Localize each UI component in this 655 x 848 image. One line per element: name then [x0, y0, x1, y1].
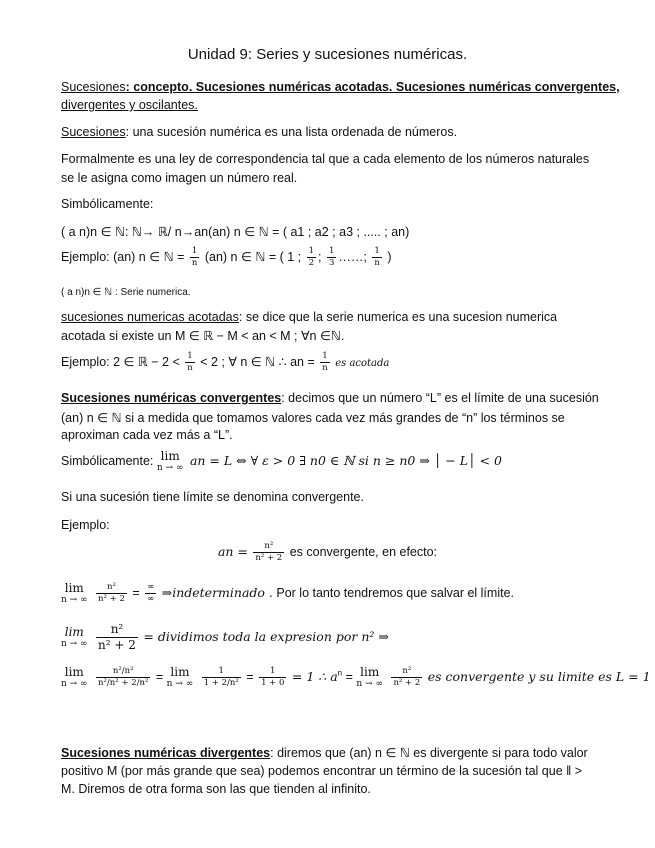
step-1-text: Por lo tanto tendremos que salvar el límite. — [276, 585, 514, 600]
example-2-suffix: es acotada — [335, 357, 390, 369]
limit-definition: an = L ⇔ ∀ ε > 0 ∃ n0 ∈ ℕ si n ≥ n0 ⇒ │ − L│ < 0 — [189, 452, 502, 468]
step-2-text: = dividimos toda la expresion por n² ⇒ — [143, 628, 389, 644]
step-1-fraction: $\frac{\text{n²}}{\text{n² + 2}}$ — [98, 582, 125, 604]
infinity-fraction: $\frac{\infty}{\infty}$ — [147, 582, 155, 604]
serie-note: ( a n)n ∈ ℕ : Serie numerica. — [61, 287, 191, 298]
step-2-fraction: $\frac{\text{n²}}{\text{n² + 2}}$ — [98, 622, 136, 652]
fraction-1-over-n-c: $\frac{1}{n}$ — [322, 351, 328, 373]
step-3-fraction-c: $\frac{1}{1 + 0}$ — [261, 666, 285, 688]
example-1: Ejemplo: (an) n ∈ ℕ = $\frac{1}{n}$ (an) n ∈ ℕ = ( 1 ; $\frac{1}{2}$ ; $\frac{1}{3}$ ……; $\frac{1}{n}$ ) — [61, 246, 392, 268]
definition-text: : una sucesión numérica es una lista ordenada de números. — [125, 125, 458, 139]
limit-operator-3: lim n → ∞ — [61, 665, 88, 689]
fraction-n2-over-n2-plus-2: $\frac{\text{n²}}{\text{n² + 2}}$ — [255, 541, 283, 563]
convergentes-line-3: aproximan cada vez más a “L”. — [61, 428, 233, 442]
step-3-fraction-b: $\frac{1}{\text{1 + 2/n²}}$ — [203, 666, 239, 688]
acotadas-line-2: acotada si existe un M ∈ ℝ − M < an < M ; ∀n ∈ℕ. — [61, 329, 345, 343]
acotadas-label: sucesiones numericas acotadas — [61, 310, 239, 324]
limit-operator-4: lim n → ∞ — [166, 665, 194, 689]
formal-line-2: se le asigna como imagen un número real. — [61, 171, 298, 185]
heading-topics-line2: divergentes y oscilantes. — [61, 98, 198, 112]
convergentes-label: Sucesiones numéricas convergentes — [61, 391, 282, 405]
fraction-1-over-2: $\frac{1}{2}$ — [308, 246, 315, 268]
heading-sucesiones: Sucesiones — [61, 80, 126, 94]
example-2-prefix: Ejemplo: 2 ∈ ℝ − 2 < — [61, 354, 180, 369]
divergentes-label: Sucesiones numéricas divergentes — [61, 746, 271, 760]
indeterminado: ⇒indeterminado . — [161, 584, 273, 600]
limit-operator-5: lim n → ∞ — [356, 665, 383, 689]
divergentes-line-2: positivo M (por más grande que sea) podemos encontrar un término de la sucesión tal que ‖ > — [61, 764, 583, 778]
example-3-text: es convergente, en efecto: — [289, 544, 438, 559]
step-3-fraction-d: $\frac{\text{n²}}{\text{n² + 2}}$ — [393, 666, 421, 688]
fraction-1-over-n-b: $\frac{1}{n}$ — [187, 351, 193, 373]
symbolic-label: Simbólicamente: — [61, 197, 154, 211]
definition-label: Sucesiones — [61, 125, 126, 139]
example-label: Ejemplo: — [61, 518, 110, 532]
fraction-1-over-3: $\frac{1}{3}$ — [329, 246, 335, 268]
acotadas-text: : se dice que la serie numerica es una sucesion numerica — [238, 310, 558, 324]
definition-paragraph — [61, 125, 457, 139]
divergentes-paragraph — [61, 745, 588, 760]
convergentes-line-2: (an) n ∈ ℕ si a medida que tomamos valores cada vez más grandes de “n” los términos se — [61, 411, 565, 425]
step-3-compound-fraction: $\frac{\text{n²/n²}}{\text{n²/n² + 2/n²}}$ — [98, 666, 149, 688]
acotadas-paragraph — [61, 310, 557, 324]
symbolic-limit-label: Simbólicamente: — [61, 453, 154, 468]
convergentes-text: : decimos que un número “L” es el límite de una sucesión — [281, 391, 599, 405]
step-1: lim n → ∞ $\frac{\text{n²}}{\text{n² + 2}}$ = $\frac{\infty}{\infty}$ ⇒indeterminado . Por lo tanto tendremos que salvar el límite. — [61, 581, 514, 605]
example-1-mid: (an) n ∈ ℕ = ( 1 ; — [204, 249, 302, 264]
section-heading-concepts — [61, 80, 620, 94]
convergent-definition: Si una sucesión tiene límite se denomina convergente. — [61, 490, 364, 504]
example-3: an = $\frac{\text{n²}}{\text{n² + 2}}$ es convergente, en efecto: — [217, 541, 438, 563]
formal-line-1: Formalmente es una ley de correspondencia tal que a cada elemento de los números naturales — [61, 152, 590, 166]
page-title: Unidad 9: Series y sucesiones numéricas. — [187, 46, 468, 63]
heading-topics: : concepto. Sucesiones numéricas acotadas. Sucesiones numéricas convergentes, — [125, 80, 620, 94]
step-3: lim n → ∞ $\frac{\text{n²/n²}}{\text{n²/n² + 2/n²}}$ = lim n → ∞ $\frac{1}{\text{1 + 2/n²}}$ = $\frac{1}{1 + 0}$ = 1 ∴ $a^n$ = lim n → ∞ $\frac{\text{n²}}{\text{n² + 2}}$ es convergente y su limite es L = 1 — [61, 665, 651, 689]
example-2 — [61, 351, 389, 374]
example-2-mid: < 2 ; ∀ n ∈ ℕ ∴ an = — [200, 354, 315, 369]
convergentes-paragraph — [61, 391, 599, 405]
mapping-formula: ( a n)n ∈ ℕ: ℕ→ ℝ/ n→an(an) n ∈ ℕ = ( a1 ; a2 ; a3 ; ..... ; an) — [61, 225, 410, 239]
example-1-prefix: Ejemplo: (an) n ∈ ℕ = — [61, 249, 185, 264]
limit-operator-2: lim n → ∞ — [61, 625, 88, 649]
step-2 — [61, 622, 389, 653]
step-3-conclusion: es convergente y su limite es L = 1 — [427, 668, 651, 684]
limit-operator-1: lim n → ∞ — [61, 581, 88, 605]
symbolic-limit — [61, 450, 502, 473]
limit-operator: lim n → ∞ — [156, 449, 184, 473]
divergentes-line-3: M. Diremos de otra forma son las que tienden al infinito. — [61, 782, 371, 796]
fraction-1-over-n: $\frac{1}{n}$ — [191, 246, 198, 268]
fraction-1-over-n-last: $\frac{1}{n}$ — [374, 246, 380, 268]
divergentes-text: : diremos que (an) n ∈ ℕ es divergente si para todo valor — [270, 746, 588, 760]
